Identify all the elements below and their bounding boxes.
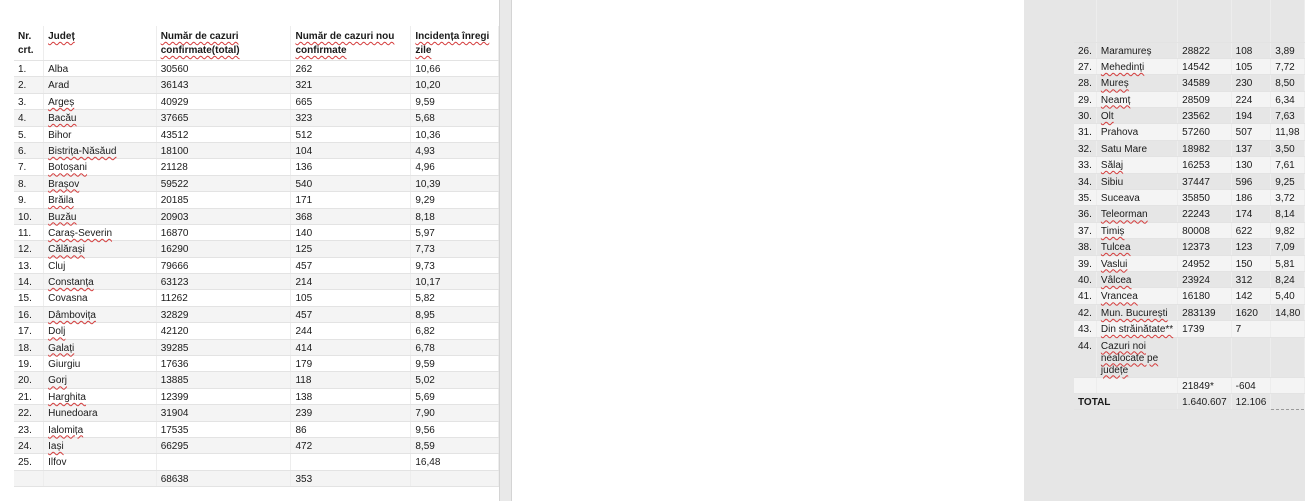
new-cases: 244 [291, 323, 411, 339]
table-row [14, 421, 499, 437]
county-name: Sibiu [1096, 173, 1177, 189]
table-row [14, 372, 499, 388]
total-cases: 20903 [156, 208, 291, 224]
new-cases: 262 [291, 61, 411, 77]
table-row [14, 110, 499, 126]
county-name: Galați [44, 339, 157, 355]
county-name: Alba [44, 61, 157, 77]
incidence-rate: 8,18 [411, 208, 499, 224]
row-number: 11. [14, 224, 44, 240]
total-cases: 1739 [1178, 321, 1232, 337]
row-number: 28. [1074, 75, 1096, 91]
row-number: 13. [14, 257, 44, 273]
table-row [1074, 239, 1305, 255]
total-cases: 18982 [1178, 140, 1232, 156]
incidence-rate: 6,34 [1271, 91, 1305, 107]
total-cases: 68638 [156, 470, 291, 486]
county-name: Mun. București [1096, 304, 1177, 320]
total-label: TOTAL [1074, 393, 1178, 409]
county-name: Călărași [44, 241, 157, 257]
total-cases: 57260 [1178, 124, 1232, 140]
table-row [14, 224, 499, 240]
table-row [1074, 157, 1305, 173]
row-number: 33. [1074, 157, 1096, 173]
total-cases: 42120 [156, 323, 291, 339]
new-cases: 130 [1231, 157, 1271, 173]
incidence-rate: 7,63 [1271, 108, 1305, 124]
incidence-rate: 5,68 [411, 110, 499, 126]
incidence-rate: 10,39 [411, 175, 499, 191]
total-cases: 12399 [156, 388, 291, 404]
county-name: Tulcea [1096, 239, 1177, 255]
county-name: Brăila [44, 192, 157, 208]
total-cases: 17535 [156, 421, 291, 437]
incidence-rate: 10,66 [411, 61, 499, 77]
incidence-rate: 7,72 [1271, 58, 1305, 74]
incidence-rate: 7,09 [1271, 239, 1305, 255]
incidence-rate: 10,36 [411, 126, 499, 142]
right-page [512, 0, 1301, 501]
total-cases: 14542 [1178, 58, 1232, 74]
table-row [1074, 304, 1305, 320]
county-name: Bacău [44, 110, 157, 126]
table-row [14, 437, 499, 453]
county-name: Prahova [1096, 124, 1177, 140]
total-cases: 13885 [156, 372, 291, 388]
table-row [14, 142, 499, 158]
new-cases: 118 [291, 372, 411, 388]
new-cases: 86 [291, 421, 411, 437]
total-cases: 20185 [156, 192, 291, 208]
county-name [1096, 377, 1177, 393]
row-number: 40. [1074, 271, 1096, 287]
table-row [14, 61, 499, 77]
county-name: Olt [1096, 108, 1177, 124]
table-row [14, 274, 499, 290]
incidence-rate [1271, 377, 1305, 393]
total-cases: 39285 [156, 339, 291, 355]
row-number: 41. [1074, 288, 1096, 304]
new-cases: 150 [1231, 255, 1271, 271]
row-number: 8. [14, 175, 44, 191]
total-cases: 18100 [156, 142, 291, 158]
incidence-rate [1271, 321, 1305, 337]
county-name: Sălaj [1096, 157, 1177, 173]
total-cases: 16180 [1178, 288, 1232, 304]
new-cases: 123 [1231, 239, 1271, 255]
new-cases: 472 [291, 437, 411, 453]
total-cases: 23924 [1178, 271, 1232, 287]
incidence-rate: 8,50 [1271, 75, 1305, 91]
total-cases: 28822 [1178, 42, 1232, 58]
incidence-rate: 9,25 [1271, 173, 1305, 189]
table-row [1074, 42, 1305, 58]
incidence-rate: 7,73 [411, 241, 499, 257]
county-name: Constanța [44, 274, 157, 290]
county-name: Caraș-Severin [44, 224, 157, 240]
new-cases: 108 [1231, 42, 1271, 58]
county-name: Bihor [44, 126, 157, 142]
row-number: 27. [1074, 58, 1096, 74]
incidence-rate: 11,98 [1271, 124, 1305, 140]
county-name: Dolj [44, 323, 157, 339]
new-cases: 321 [291, 77, 411, 93]
blank-header-row [1074, 0, 1305, 42]
total-cases: 37665 [156, 110, 291, 126]
county-name: Brașov [44, 175, 157, 191]
new-cases: 368 [291, 208, 411, 224]
incidence-rate: 7,61 [1271, 157, 1305, 173]
incidence-rate: 3,89 [1271, 42, 1305, 58]
table-row [14, 126, 499, 142]
grand-total-cases: 1.640.607 [1178, 393, 1232, 409]
new-cases: 137 [1231, 140, 1271, 156]
county-name: Dâmbovița [44, 306, 157, 322]
new-cases: 194 [1231, 108, 1271, 124]
row-number: 17. [14, 323, 44, 339]
row-number: 12. [14, 241, 44, 257]
county-name: Timiș [1096, 222, 1177, 238]
row-number: 42. [1074, 304, 1096, 320]
new-cases [291, 454, 411, 470]
row-number: 24. [14, 437, 44, 453]
header-new-cases: Număr de cazuri nou confirmate [291, 26, 411, 61]
table-row [1074, 222, 1305, 238]
new-cases: 414 [291, 339, 411, 355]
incidence-rate: 4,93 [411, 142, 499, 158]
row-number: 37. [1074, 222, 1096, 238]
total-cases: 35850 [1178, 190, 1232, 206]
new-cases: 140 [291, 224, 411, 240]
total-cases: 79666 [156, 257, 291, 273]
row-number: 23. [14, 421, 44, 437]
row-number: 29. [1074, 91, 1096, 107]
table-row [1074, 91, 1305, 107]
table-row [14, 159, 499, 175]
total-cases: 37447 [1178, 173, 1232, 189]
total-cases: 63123 [156, 274, 291, 290]
table-row [1074, 206, 1305, 222]
table-row [14, 470, 499, 486]
total-cases: 12373 [1178, 239, 1232, 255]
row-number: 2. [14, 77, 44, 93]
total-cases: 66295 [156, 437, 291, 453]
county-name: Cazuri noi nealocate pe județe [1096, 337, 1177, 377]
new-cases: 596 [1231, 173, 1271, 189]
county-name: Suceava [1096, 190, 1177, 206]
new-cases: 136 [291, 159, 411, 175]
row-number: 5. [14, 126, 44, 142]
header-nr: Nr. crt. [14, 26, 44, 61]
county-name: Vaslui [1096, 255, 1177, 271]
row-number: 39. [1074, 255, 1096, 271]
table-row [1074, 124, 1305, 140]
row-number: 10. [14, 208, 44, 224]
table-row [14, 388, 499, 404]
table-row [1074, 190, 1305, 206]
table-row [14, 306, 499, 322]
row-number: 44. [1074, 337, 1096, 377]
row-number: 14. [14, 274, 44, 290]
row-number: 21. [14, 388, 44, 404]
incidence-rate: 5,69 [411, 388, 499, 404]
table-row [14, 93, 499, 109]
table-row [14, 356, 499, 372]
county-name: Buzău [44, 208, 157, 224]
total-cases: 17636 [156, 356, 291, 372]
new-cases: 142 [1231, 288, 1271, 304]
total-cases: 21128 [156, 159, 291, 175]
table-row [14, 454, 499, 470]
table-row [1074, 140, 1305, 156]
incidence-rate: 16,48 [411, 454, 499, 470]
county-name: Botoșani [44, 159, 157, 175]
total-cases: 22243 [1178, 206, 1232, 222]
table-row [14, 241, 499, 257]
incidence-rate [1271, 337, 1305, 377]
county-name: Neamț [1096, 91, 1177, 107]
table-row [14, 339, 499, 355]
incidence-rate: 6,78 [411, 339, 499, 355]
county-name: Ialomița [44, 421, 157, 437]
total-cases: 80008 [1178, 222, 1232, 238]
new-cases: 7 [1231, 321, 1271, 337]
table-row [14, 405, 499, 421]
total-cases: 32829 [156, 306, 291, 322]
county-name: Maramureș [1096, 42, 1177, 58]
new-cases: 540 [291, 175, 411, 191]
county-name: Hunedoara [44, 405, 157, 421]
row-number: 26. [1074, 42, 1096, 58]
county-name: Din străinătate** [1096, 321, 1177, 337]
new-cases: 174 [1231, 206, 1271, 222]
incidence-rate: 3,50 [1271, 140, 1305, 156]
row-number: 31. [1074, 124, 1096, 140]
row-number: 30. [1074, 108, 1096, 124]
total-cases: 21849* [1178, 377, 1232, 393]
table-row [14, 208, 499, 224]
incidence-rate: 8,14 [1271, 206, 1305, 222]
county-name: Bistrița-Năsăud [44, 142, 157, 158]
table-row [14, 290, 499, 306]
page-gutter [499, 0, 512, 501]
incidence-rate: 9,82 [1271, 222, 1305, 238]
incidence-rate: 5,02 [411, 372, 499, 388]
header-judet: Județ [44, 26, 157, 61]
new-cases: 105 [291, 290, 411, 306]
new-cases: 239 [291, 405, 411, 421]
row-number: 4. [14, 110, 44, 126]
total-cases: 40929 [156, 93, 291, 109]
new-cases: 457 [291, 306, 411, 322]
incidence-rate: 9,29 [411, 192, 499, 208]
county-name: Giurgiu [44, 356, 157, 372]
new-cases: 186 [1231, 190, 1271, 206]
total-cases: 283139 [1178, 304, 1232, 320]
row-number: 1. [14, 61, 44, 77]
total-cases: 28509 [1178, 91, 1232, 107]
table-row [1074, 271, 1305, 287]
left-page [0, 0, 499, 501]
table-row [14, 77, 499, 93]
row-number: 20. [14, 372, 44, 388]
incidence-rate: 8,95 [411, 306, 499, 322]
new-cases: 622 [1231, 222, 1271, 238]
row-number: 6. [14, 142, 44, 158]
county-name: Covasna [44, 290, 157, 306]
table-row [1074, 255, 1305, 271]
new-cases: -604 [1231, 377, 1271, 393]
table-row [14, 192, 499, 208]
total-cases: 59522 [156, 175, 291, 191]
total-cases: 16870 [156, 224, 291, 240]
new-cases: 104 [291, 142, 411, 158]
incidence-rate: 8,24 [1271, 271, 1305, 287]
row-number: 25. [14, 454, 44, 470]
incidence-rate: 10,17 [411, 274, 499, 290]
table-row [1074, 108, 1305, 124]
total-cases: 11262 [156, 290, 291, 306]
grand-total-new-cases: 12.106 [1231, 393, 1271, 409]
county-name: Iași [44, 437, 157, 453]
new-cases: 214 [291, 274, 411, 290]
table-row [1074, 337, 1305, 377]
row-number: 32. [1074, 140, 1096, 156]
new-cases: 312 [1231, 271, 1271, 287]
table-row [1074, 75, 1305, 91]
incidence-rate: 5,97 [411, 224, 499, 240]
incidence-rate [411, 470, 499, 486]
row-number: 43. [1074, 321, 1096, 337]
total-cases: 31904 [156, 405, 291, 421]
new-cases: 138 [291, 388, 411, 404]
total-cases [156, 454, 291, 470]
table-row [1074, 173, 1305, 189]
total-cases: 16290 [156, 241, 291, 257]
new-cases: 457 [291, 257, 411, 273]
county-name: Vrancea [1096, 288, 1177, 304]
header-incidence: Incidența înregi zile [411, 26, 499, 61]
incidence-rate: 9,73 [411, 257, 499, 273]
total-cases: 23562 [1178, 108, 1232, 124]
row-number: 15. [14, 290, 44, 306]
new-cases [1231, 337, 1271, 377]
new-cases: 1620 [1231, 304, 1271, 320]
new-cases: 224 [1231, 91, 1271, 107]
table-row [14, 175, 499, 191]
row-number: 22. [14, 405, 44, 421]
total-cases [1178, 337, 1232, 377]
row-number: 18. [14, 339, 44, 355]
incidence-rate: 14,80 [1271, 304, 1305, 320]
incidence-rate: 9,56 [411, 421, 499, 437]
county-cases-table-left [14, 26, 499, 487]
table-row [1074, 288, 1305, 304]
incidence-rate: 8,59 [411, 437, 499, 453]
new-cases: 171 [291, 192, 411, 208]
incidence-rate: 3,72 [1271, 190, 1305, 206]
total-cases: 16253 [1178, 157, 1232, 173]
total-cases: 43512 [156, 126, 291, 142]
county-name: Vâlcea [1096, 271, 1177, 287]
incidence-rate: 9,59 [411, 356, 499, 372]
incidence-rate: 10,20 [411, 77, 499, 93]
incidence-rate: 7,90 [411, 405, 499, 421]
row-number: 9. [14, 192, 44, 208]
total-row [1074, 393, 1305, 409]
new-cases: 323 [291, 110, 411, 126]
new-cases: 353 [291, 470, 411, 486]
new-cases: 125 [291, 241, 411, 257]
total-incidence [1271, 393, 1305, 409]
header-total-cases: Număr de cazuri confirmate(total) [156, 26, 291, 61]
new-cases: 507 [1231, 124, 1271, 140]
total-cases: 36143 [156, 77, 291, 93]
new-cases: 665 [291, 93, 411, 109]
new-cases: 512 [291, 126, 411, 142]
new-cases: 179 [291, 356, 411, 372]
table-row [14, 257, 499, 273]
new-cases: 105 [1231, 58, 1271, 74]
row-number [14, 470, 44, 486]
row-number: 35. [1074, 190, 1096, 206]
county-cases-table-right [1074, 0, 1305, 410]
incidence-rate: 6,82 [411, 323, 499, 339]
table-row [14, 323, 499, 339]
row-number: 7. [14, 159, 44, 175]
county-name: Mehedinți [1096, 58, 1177, 74]
incidence-rate: 4,96 [411, 159, 499, 175]
total-cases: 34589 [1178, 75, 1232, 91]
row-number: 36. [1074, 206, 1096, 222]
county-name: Mureș [1096, 75, 1177, 91]
incidence-rate: 5,40 [1271, 288, 1305, 304]
county-name: Teleorman [1096, 206, 1177, 222]
county-name: Cluj [44, 257, 157, 273]
table-row [1074, 377, 1305, 393]
row-number: 34. [1074, 173, 1096, 189]
row-number: 3. [14, 93, 44, 109]
new-cases: 230 [1231, 75, 1271, 91]
row-number: 19. [14, 356, 44, 372]
county-name: Satu Mare [1096, 140, 1177, 156]
county-name [44, 470, 157, 486]
table-row [1074, 321, 1305, 337]
table-row [1074, 58, 1305, 74]
row-number: 16. [14, 306, 44, 322]
table-header-row [14, 26, 499, 61]
incidence-rate: 9,59 [411, 93, 499, 109]
row-number: 38. [1074, 239, 1096, 255]
county-name: Arad [44, 77, 157, 93]
county-name: Gorj [44, 372, 157, 388]
incidence-rate: 5,81 [1271, 255, 1305, 271]
total-cases: 24952 [1178, 255, 1232, 271]
row-number [1074, 377, 1096, 393]
total-cases: 30560 [156, 61, 291, 77]
county-name: Ilfov [44, 454, 157, 470]
county-name: Argeș [44, 93, 157, 109]
incidence-rate: 5,82 [411, 290, 499, 306]
county-name: Harghita [44, 388, 157, 404]
